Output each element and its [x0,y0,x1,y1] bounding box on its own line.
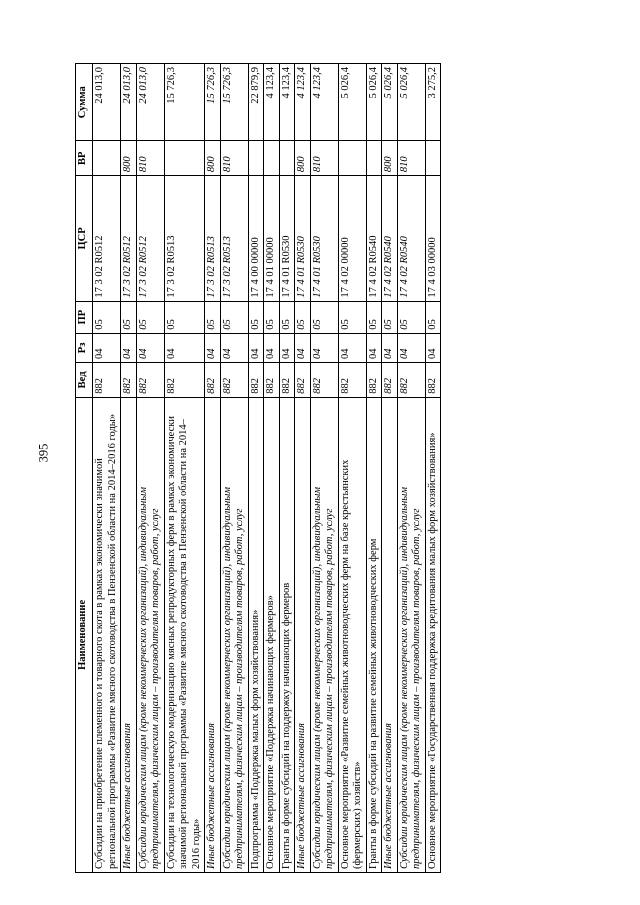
cell-vr: 800 [382,141,398,176]
cell-ved: 882 [264,363,280,398]
cell-csr: 17 3 02 R0512 [136,176,164,301]
cell-csr: 17 4 02 R0540 [382,176,398,301]
cell-sum: 15 726,3 [220,64,248,141]
cell-sum: 5 026,4 [382,64,398,141]
cell-csr: 17 4 01 00000 [264,176,280,301]
table-row [121,64,137,873]
cell-vr: 810 [220,141,248,176]
cell-vr [425,141,441,176]
header-csr: ЦСР [76,176,93,301]
cell-ved: 882 [425,363,441,398]
cell-ved: 882 [295,363,311,398]
cell-rz: 04 [382,333,398,362]
cell-name: Иные бюджетные ассигнования [382,397,398,872]
header-vr: ВР [76,141,93,176]
cell-pr: 05 [366,301,382,333]
cell-csr: 17 4 02 R0540 [366,176,382,301]
cell-ved: 882 [310,363,338,398]
cell-vr [264,141,280,176]
table-row [93,64,121,873]
cell-csr: 17 4 01 R0530 [310,176,338,301]
cell-pr: 05 [425,301,441,333]
cell-rz: 04 [264,333,280,362]
cell-rz: 04 [310,333,338,362]
cell-vr: 810 [310,141,338,176]
cell-rz: 04 [121,333,137,362]
cell-rz: 04 [397,333,425,362]
cell-csr: 17 4 01 R0530 [295,176,311,301]
cell-csr: 17 3 02 R0512 [121,176,137,301]
table-row [279,64,295,873]
cell-pr: 05 [93,301,121,333]
cell-sum: 15 726,3 [205,64,221,141]
cell-name: Иные бюджетные ассигнования [295,397,311,872]
cell-csr: 17 3 02 R0512 [93,176,121,301]
cell-ved: 882 [93,363,121,398]
cell-vr [338,141,366,176]
cell-name: Гранты в форме субсидий на поддержку начинающих фермеров [279,397,295,872]
cell-sum: 24 013,0 [121,64,137,141]
cell-sum: 24 013,0 [136,64,164,141]
cell-name: Основное мероприятие «Развитие семейных животноводческих ферм на базе крестьянских (фермерских) хозяйств» [338,397,366,872]
table-row [164,64,205,873]
cell-vr: 800 [205,141,221,176]
table-row [397,64,425,873]
cell-vr: 810 [397,141,425,176]
cell-csr: 17 4 02 R0540 [397,176,425,301]
cell-sum: 5 026,4 [366,64,382,141]
cell-csr: 17 3 02 R0513 [220,176,248,301]
cell-rz: 04 [248,333,264,362]
cell-ved: 882 [366,363,382,398]
table-row [248,64,264,873]
cell-ved: 882 [121,363,137,398]
cell-csr: 17 4 01 R0530 [279,176,295,301]
cell-sum: 4 123,4 [264,64,280,141]
table-row [295,64,311,873]
cell-ved: 882 [338,363,366,398]
cell-rz: 04 [425,333,441,362]
cell-pr: 05 [382,301,398,333]
cell-rz: 04 [220,333,248,362]
cell-name: Иные бюджетные ассигнования [121,397,137,872]
cell-csr: 17 3 02 R0513 [205,176,221,301]
cell-csr: 17 4 02 00000 [338,176,366,301]
cell-name: Субсидии юридическим лицам (кроме некоммерческих организаций), индивидуальным предпринимателям, физическим лицам – производителям товаров, работ, услуг [136,397,164,872]
cell-sum: 5 026,4 [397,64,425,141]
table-row [205,64,221,873]
cell-ved: 882 [136,363,164,398]
cell-sum: 4 123,4 [295,64,311,141]
cell-sum: 22 879,9 [248,64,264,141]
cell-name: Гранты в форме субсидий на развитие семейных животноводческих ферм [366,397,382,872]
cell-name: Субсидии юридическим лицам (кроме некоммерческих организаций), индивидуальным предпринимателям, физическим лицам – производителям товаров, работ, услуг [310,397,338,872]
cell-pr: 05 [279,301,295,333]
cell-csr: 17 4 00 00000 [248,176,264,301]
table-row [220,64,248,873]
cell-sum: 15 726,3 [164,64,205,141]
header-rz: Рз [76,333,93,362]
table-row [264,64,280,873]
cell-ved: 882 [220,363,248,398]
cell-pr: 05 [220,301,248,333]
cell-vr [366,141,382,176]
cell-vr [248,141,264,176]
header-pr: ПР [76,301,93,333]
cell-pr: 05 [205,301,221,333]
cell-ved: 882 [205,363,221,398]
cell-sum: 3 275,2 [425,64,441,141]
page-number-text: 395 [36,443,51,463]
cell-pr: 05 [164,301,205,333]
cell-rz: 04 [136,333,164,362]
cell-name: Субсидии на приобретение племенного и товарного скота в рамках экономически значимой региональной программы «Развитие мясного скотоводства в Пензенской области на 2014–2016 годы» [93,397,121,872]
header-name: Наименование [76,397,93,872]
table-header-row [76,64,93,873]
cell-name: Подпрограмма «Поддержка малых форм хозяйствования» [248,397,264,872]
cell-vr: 800 [295,141,311,176]
cell-pr: 05 [248,301,264,333]
cell-ved: 882 [397,363,425,398]
cell-name: Иные бюджетные ассигнования [205,397,221,872]
cell-rz: 04 [338,333,366,362]
cell-vr [93,141,121,176]
cell-name: Субсидии на технологическую модернизацию мясных репродукторных ферм в рамках экономически значимой региональной программы «Развитие мясного скотоводства в Пензенской области на 2014–2016 годы» [164,397,205,872]
cell-name: Субсидии юридическим лицам (кроме некоммерческих организаций), индивидуальным предпринимателям, физическим лицам – производителям товаров, работ, услуг [397,397,425,872]
cell-ved: 882 [164,363,205,398]
table-row [310,64,338,873]
cell-sum: 24 013,0 [93,64,121,141]
cell-pr: 05 [338,301,366,333]
table-row [136,64,164,873]
cell-name: Субсидии юридическим лицам (кроме некоммерческих организаций), индивидуальным предпринимателям, физическим лицам – производителям товаров, работ, услуг [220,397,248,872]
header-ved: Вед [76,363,93,398]
cell-ved: 882 [248,363,264,398]
cell-pr: 05 [397,301,425,333]
cell-name: Основное мероприятие «Государственная поддержка кредитования малых форм хозяйствования» [425,397,441,872]
table-row [366,64,382,873]
cell-rz: 04 [279,333,295,362]
cell-name: Основное мероприятие «Поддержка начинающих фермеров» [264,397,280,872]
cell-csr: 17 3 02 R0513 [164,176,205,301]
cell-sum: 5 026,4 [338,64,366,141]
cell-vr [164,141,205,176]
budget-table [75,63,441,873]
cell-rz: 04 [93,333,121,362]
cell-sum: 4 123,4 [310,64,338,141]
cell-vr: 800 [121,141,137,176]
cell-sum: 4 123,4 [279,64,295,141]
cell-pr: 05 [310,301,338,333]
cell-pr: 05 [264,301,280,333]
table-row [382,64,398,873]
cell-ved: 882 [382,363,398,398]
cell-vr: 810 [136,141,164,176]
table-row [338,64,366,873]
cell-pr: 05 [295,301,311,333]
rotated-page-content [75,63,549,873]
cell-pr: 05 [121,301,137,333]
cell-ved: 882 [279,363,295,398]
cell-rz: 04 [205,333,221,362]
table-row [425,64,441,873]
cell-csr: 17 4 03 00000 [425,176,441,301]
header-sum: Сумма [76,64,93,141]
cell-rz: 04 [164,333,205,362]
cell-rz: 04 [295,333,311,362]
cell-vr [279,141,295,176]
cell-pr: 05 [136,301,164,333]
cell-rz: 04 [366,333,382,362]
table-body [93,64,441,873]
